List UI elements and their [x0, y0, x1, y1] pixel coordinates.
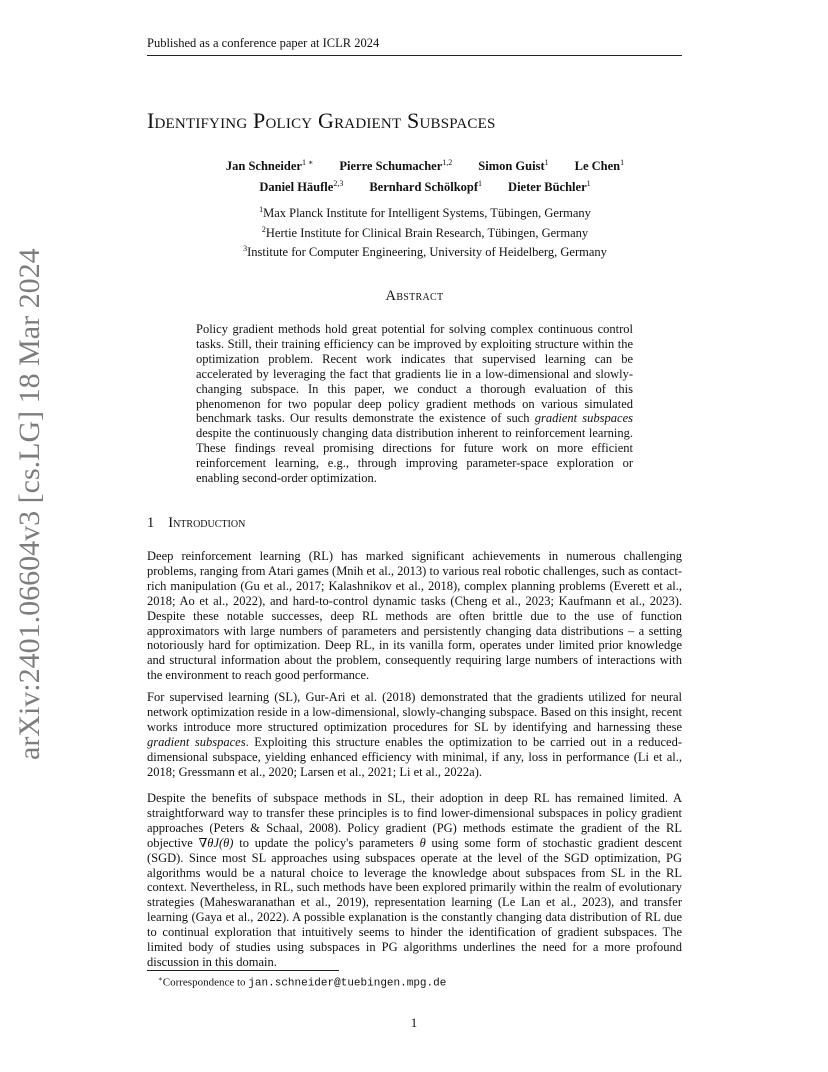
abstract-text: Policy gradient methods hold great potential for solving complex continuous control tasks. Still, their training efficiency can be improved by exploiting structure within the optimization problem. Recent work indicates that supervised learning can be accelerated by leveraging the fact that gradients lie in a low-dimensional and slowly-changing subspace. In this paper, we conduct a thorough evaluation of this phenomenon for two popular deep policy gradient methods on various simulated benchmark tasks. Our results demonstrate the existence of such gradient subspaces despite the continuously changing data distribution inherent to reinforcement learning. These findings reveal promising directions for future work on more efficient reinforcement learning, e.g., through improving parameter-space exploration or enabling second-order optimization. [196, 322, 633, 486]
footnote-rule [147, 970, 339, 971]
paragraph: Deep reinforcement learning (RL) has marked significant achievements in numerous challenging problems, ranging from Atari games (Mnih et al., 2013) to various real robotic challenges, such as contact-rich manipulation (Gu et al., 2017; Kalashnikov et al., 2018), complex planning problems (Everett et al., 2018; Ao et al., 2022), and hard-to-control dynamic tasks (Cheng et al., 2023; Kaufmann et al., 2023). Despite these notable successes, deep RL methods are often brittle due to the use of function approximators with large numbers of parameters and persistently changing data distributions – a setting notoriously hard for optimization. Deep RL, in its vanilla form, operates under limited prior knowledge and structural information about the problem, consequently requiring large numbers of interactions with the environment to reach good performance. [147, 549, 682, 683]
arxiv-identifier: arXiv:2401.06604v3 [cs.LG] 18 Mar 2024 [13, 248, 46, 760]
running-header: Published as a conference paper at ICLR 2024 [147, 36, 682, 56]
paragraph: Despite the benefits of subspace methods in SL, their adoption in deep RL has remained limited. A straightforward way to transfer these principles is to find lower-dimensional subspaces in policy gradient approaches (Peters & Schaal, 2008). Policy gradient (PG) methods estimate the gradient of the RL objective ∇θJ(θ) to update the policy's parameters θ using some form of stochastic gradient descent (SGD). Since most SL approaches using subspaces operate at the level of the SGD optimization, PG algorithms would be a natural choice to leverage the knowledge about subspaces from SL in the RL context. Nevertheless, in RL, such methods have been explored primarily within the realm of evolutionary strategies (Maheswaranathan et al., 2019), representation learning (Le Lan et al., 2023), and transfer learning (Gaya et al., 2022). A possible explanation is the constantly changing data distribution of RL due to continual exploration that intuitively seems to hinder the identification of gradient subspaces. The limited body of studies using subspaces in PG algorithms underlines the need for a more profound discussion in this domain. [147, 791, 682, 969]
affiliation: $^3$Institute for Computer Engineering, University of Heidelberg, Germany [243, 244, 607, 260]
section-heading [147, 515, 245, 532]
abstract-heading: Abstract [385, 288, 444, 304]
author: Daniel Häufle$^{2,3}$ [259, 179, 344, 195]
affiliation-list [170, 202, 680, 261]
math-gradient: ∇θJ(θ) [198, 835, 234, 850]
affiliation: $^1$Max Planck Institute for Intelligent Systems, Tübingen, Germany [259, 205, 591, 221]
author-row-1 [170, 154, 680, 175]
author: Simon Guist$^1$ [478, 158, 549, 174]
author: Le Chen$^1$ [574, 158, 625, 174]
affiliation: $^2$Hertie Institute for Clinical Brain Research, Tübingen, Germany [261, 224, 589, 240]
footnote: ∗Correspondence to jan.schneider@tuebingen.mpg.de [158, 975, 447, 990]
author: Bernhard Schölkopf$^1$ [369, 179, 483, 195]
section-title: Introduction [168, 515, 246, 531]
math-theta: θ [419, 835, 426, 850]
author: Jan Schneider$^{1 ∗}$ [225, 158, 314, 174]
page-number: 1 [410, 1015, 418, 1030]
author-list [170, 154, 680, 196]
author: Dieter Büchler$^1$ [508, 179, 591, 195]
section-number: 1 [147, 515, 155, 531]
email-link[interactable]: jan.schneider@tuebingen.mpg.de [248, 977, 447, 990]
paragraph: For supervised learning (SL), Gur-Ari et al. (2018) demonstrated that the gradients utilized for neural network optimization reside in a low-dimensional, slowly-changing subspace. Based on this insight, recent works introduce more structured optimization procedures for SL by identifying and harnessing these gradient subspaces. Exploiting this structure enables the optimization to be carried out in a reduced-dimensional subspace, yielding enhanced efficiency with minimal, if any, loss in performance (Li et al., 2018; Gressmann et al., 2020; Larsen et al., 2021; Li et al., 2022a). [147, 690, 682, 779]
author-row-2 [170, 175, 680, 196]
author: Pierre Schumacher$^{1,2}$ [339, 158, 453, 174]
paper-title: Identifying Policy Gradient Subspaces [147, 108, 496, 133]
